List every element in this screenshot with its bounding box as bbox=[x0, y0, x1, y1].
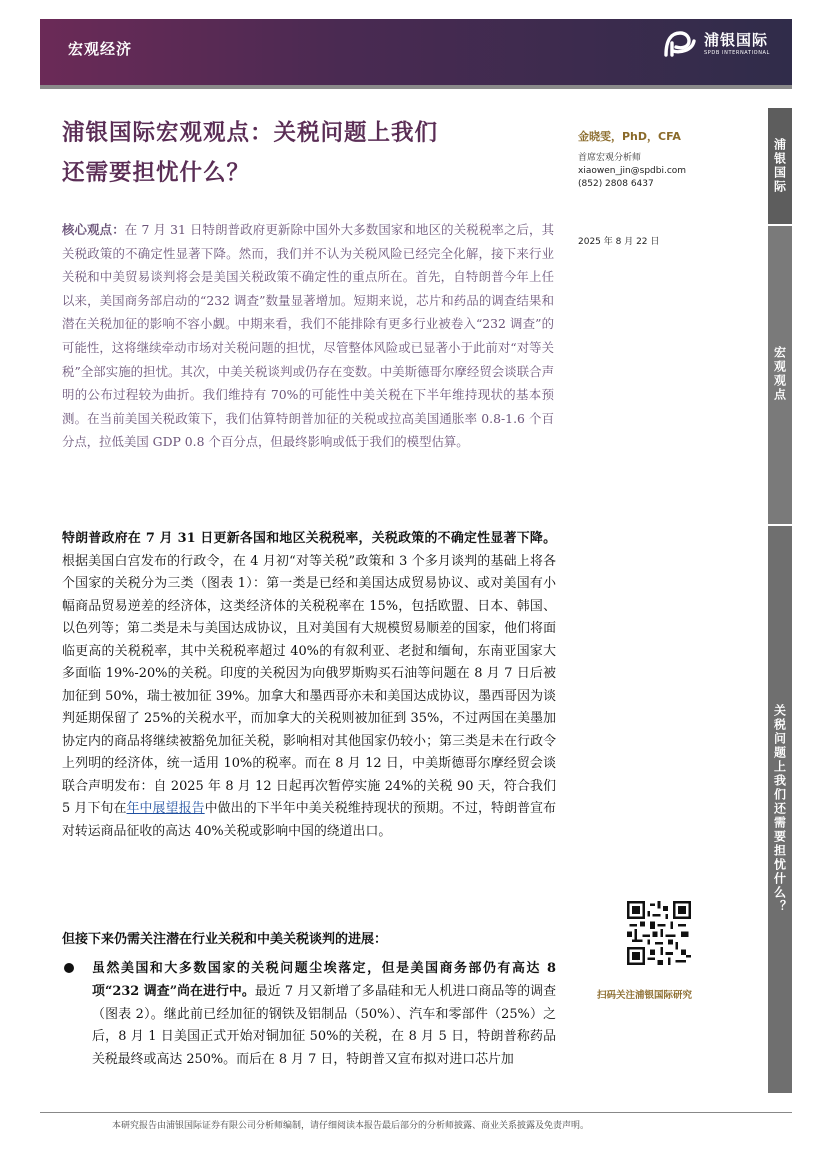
body-text-b: 中做出的下半年中美关税维持现状的预期。不过，特朗普宣布对转运商品征收的高达 40%关税或影响中国的绕道出口。 bbox=[62, 801, 557, 839]
footer-disclaimer: 本研究报告由浦银国际证券有限公司分析师编制，请仔细阅读本报告最后部分的分析师披露、商业关系披露及免责声明。 bbox=[112, 1121, 590, 1131]
author-title: 首席宏观分析师 bbox=[578, 153, 642, 163]
section-subhead: 但接下来仍需关注潜在行业关税和中美关税谈判的进展： bbox=[62, 932, 388, 947]
summary-text: 在 7 月 31 日特朗普政府更新除中国外大多数国家和地区的关税税率之后，其关税政策的不确定性显著下降。然而，我们并不认为关税风险已经完全化解，接下来行业关税和中美贸易谈判将会是美国关税政策不确定性的重点所在。首先，自特朗普今年上任以来，美国商务部启动的“232 调查”数量显著增加。短期来说，芯片和药品的调查结果和潜在关税加征的影响不容小觑。中期来看，我们不能排除有更多行业被卷入“232 调查”的可能性，这将继续牵动市场对关税问题的担忧，尽管整体风险或已显著小于此前对“对等关税”全部实施的担忧。其次，中美关税谈判或仍存在变数。中美斯德哥尔摩经贸会谈联合声明的公布过程较为曲折。我们维持有 70%的可能性中美关税在下半年维持现状的基本预测。在当前美国关税政策下，我们估算特朗普加征的关税或拉高美国通胀率 0.8-1.6 个百分点，拉低美国 GDP 0.8 个百分点，但最终影响或低于我们的模型估算。 bbox=[62, 222, 555, 450]
author-phone: (852) 2808 6437 bbox=[578, 179, 654, 189]
body-paragraph bbox=[62, 528, 556, 843]
title-line: 浦银国际宏观观点：关税问题上我们 bbox=[62, 120, 439, 146]
body-text-a: 根据美国白宫发布的行政令，在 4 月初“对等关税”政策和 3 个多月谈判的基础上将各个国家的关税分为三类（图表 1）：第一类是已经和美国达成贸易协议、或对美国有小幅商品贸易逆差的经济体，这类经济体的关税税率在 15%，包括欧盟、日本、韩国、以色列等；第二类是未与美国达成协议，且对美国有大规模贸易顺差的国家，他们将面临更高的关税税率，其中关税税率超过 40%的有叙利亚、老挝和缅甸，东南亚国家大多面临 19%-20%的关税。印度的关税因为向俄罗斯购买石油等问题在 8 月 7 日后被加征到 50%，瑞士被加征 39%。加拿大和墨西哥亦未和美国达成协议，墨西哥因为谈判延期保留了 25%的关税水平，而加拿大的关税则被加征到 35%，不过两国在美墨加协定内的商品将继续被豁免加征关税，影响相对其他国家仍较小；第三类是未在行政令上列明的经济体，统一适用 10%的税率。而在 8 月 12 日，中美斯德哥尔摩经贸会谈联合声明发布：自 2025 年 8 月 12 日起再次暂停实施 24%的关税 90 天，符合我们 5 月下旬在 bbox=[62, 553, 556, 816]
section-label: 宏观经济 bbox=[68, 40, 133, 58]
bullet-strong: 虽然美国和大多数国家的关税问题尘埃落定，但是美国商务部仍有高达 8 项“232 调查”尚在进行中。 bbox=[92, 961, 556, 999]
author-block bbox=[578, 128, 758, 189]
logo-name-cn: 浦银国际 bbox=[704, 31, 769, 49]
header-strip bbox=[40, 85, 792, 89]
author-name: 金晓雯，PhD，CFA bbox=[578, 130, 681, 143]
qr-code-icon[interactable] bbox=[627, 901, 691, 965]
sidebar-divider bbox=[768, 224, 792, 226]
bullet-paragraph bbox=[92, 958, 556, 1072]
key-points-summary bbox=[62, 218, 554, 454]
sidebar-brand-label: 浦银国际 bbox=[772, 138, 787, 194]
qr-caption: 扫码关注浦银国际研究 bbox=[597, 990, 693, 1001]
bullet-text: 最近 7 月又新增了多晶硅和无人机进口商品等的调查（图表 2）。继此前已经加征的钢铁及铝制品（50%）、汽车和零部件（25%）之后，8 月 1 日美国正式开始对铜加征 50%的关税，在 8 月 5 日，特朗普称药品关税最终或高达 250%。而后在 8 月 7 日，特朗普又宣布拟对进口芯片加 bbox=[92, 983, 556, 1068]
sidebar-topic-label: 关税问题上我们还需要担忧什么？ bbox=[772, 703, 787, 914]
sidebar-category-label: 宏观观点 bbox=[772, 346, 787, 402]
sidebar-brand bbox=[768, 108, 792, 224]
bullet-dot-icon bbox=[64, 963, 74, 973]
sidebar-topic bbox=[768, 524, 792, 1093]
logo-mark-icon bbox=[662, 29, 698, 59]
author-email[interactable]: xiaowen_jin@spdbi.com bbox=[578, 166, 687, 176]
sidebar-divider bbox=[768, 524, 792, 526]
sidebar-category bbox=[768, 224, 792, 524]
footer-divider bbox=[40, 1112, 792, 1113]
summary-lead: 核心观点： bbox=[62, 222, 125, 237]
report-title bbox=[62, 113, 552, 193]
midyear-report-link[interactable]: 年中展望报告 bbox=[126, 801, 205, 816]
report-date: 2025 年 8 月 22 日 bbox=[578, 237, 660, 247]
spdbi-logo bbox=[662, 29, 770, 59]
logo-name-en: SPDB INTERNATIONAL bbox=[704, 50, 770, 56]
title-line: 还需要担忧什么？ bbox=[62, 160, 251, 186]
body-strong: 特朗普政府在 7 月 31 日更新各国和地区关税税率，关税政策的不确定性显著下降。 bbox=[62, 531, 556, 546]
